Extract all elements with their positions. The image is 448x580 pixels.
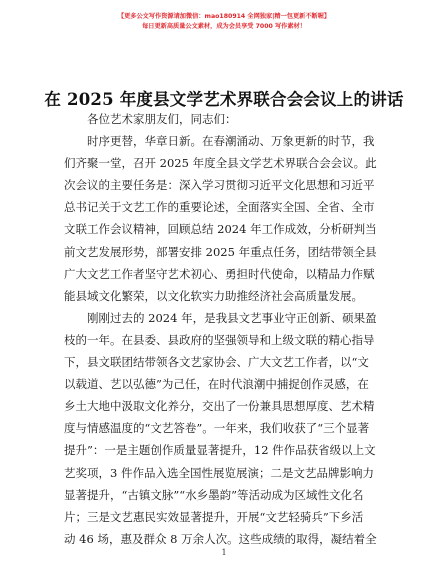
body-line: 前文艺发展形势，部署安排 2025 年重点任务，团结带领全县: [64, 244, 377, 259]
body-line: 们齐聚一堂，召开 2025 年度全县文学艺术界联合会会议。此: [64, 156, 377, 171]
promo-banner-line-1: 【更多公文写作资源请加微信：mao180914 全网独家|精一包更新不断喔】: [117, 13, 331, 20]
body-line: 下，县文联团结带领各文艺家协会、广大文艺工作者，以“文: [64, 355, 369, 370]
body-line: 总书记关于文艺工作的重要论述，全面落实全国、全省、全市: [64, 200, 375, 215]
body-line: 以载道、艺以弘德”为己任，在时代浪潮中捕捉创作灵感，在: [64, 377, 369, 392]
body-line: 能县域文化繁荣，以文化软实力助推经济社会高质量发展。: [64, 288, 363, 303]
body-line: 动 46 场，惠及群众 8 万余人次。这些成绩的取得，凝结着全: [64, 531, 377, 546]
promo-banner-line-2: 每日更新高质量公文素材，成为会员享受 7000 写作素材！: [142, 23, 306, 30]
body-line: 乡土大地中汲取文化养分，交出了一份兼具思想厚度、艺术精: [64, 399, 375, 414]
page-number: 1: [221, 548, 227, 557]
body-line: 提升”：一是主题创作质量显著提升，12 件作品获省级以上文: [64, 443, 376, 458]
body-line: 枝的一年。在县委、县政府的坚强领导和上级文联的精心指导: [64, 332, 375, 347]
body-line: 文联工作会议精神，回顾总结 2024 年工作成效，分析研判当: [64, 222, 377, 237]
body-line: 显著提升，“古镇文脉”“水乡墨韵”等活动成为区域性文化名: [64, 487, 364, 502]
promo-banner: [0, 12, 448, 32]
body-line: 片；三是文艺惠民实效显著提升，开展“文艺轻骑兵”下乡活: [64, 509, 364, 524]
body-line: 时序更替，华章日新。在春潮涌动、万象更新的时节，我: [87, 134, 375, 149]
body-line: 次会议的主要任务是：深入学习贯彻习近平文化思想和习近平: [64, 178, 375, 193]
body-line: 广大文艺工作者坚守艺术初心、勇担时代使命，以精品力作赋: [64, 266, 375, 281]
document-body: [64, 108, 389, 550]
salutation-line: 各位艺术家朋友们，同志们：: [87, 112, 237, 126]
body-line: 刚刚过去的 2024 年，是我县文艺事业守正创新、硕果盈: [87, 310, 377, 325]
document-title: 在 2025 年度县文学艺术界联合会会议上的讲话: [44, 90, 404, 109]
body-line: 度与情感温度的“文艺答卷”。一年来，我们收获了“三个显著: [64, 421, 370, 436]
body-line: 艺奖项，3 件作品入选全国性展览展演；二是文艺品牌影响力: [64, 465, 374, 480]
